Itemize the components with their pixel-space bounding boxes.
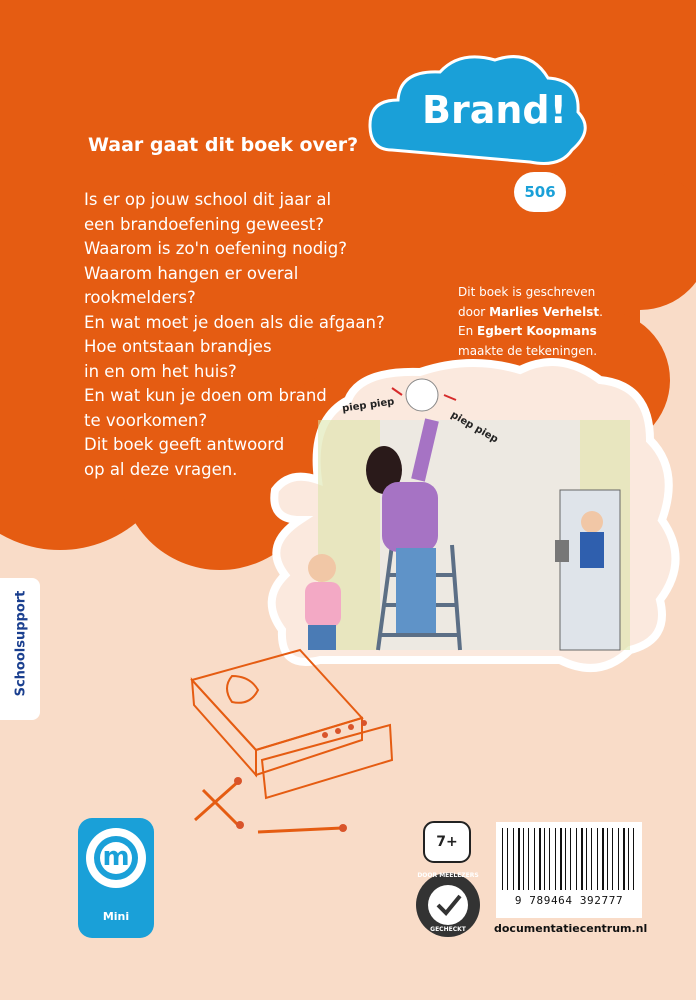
barcode-bar [544,828,545,890]
barcode-bar [623,828,625,890]
credits-line: Dit boek is geschreven [458,285,596,299]
summary-line: rookmelders? [84,288,196,307]
summary-line: En wat kun je doen om brand [84,386,327,405]
summary-heading: Waar gaat dit boek over? [88,134,359,156]
credits-line: door Marlies Verhelst. [458,304,603,319]
barcode-bars [496,822,642,894]
barcode-bar [539,828,541,890]
summary-line: een brandoefening geweest? [84,214,324,234]
barcode-bar [607,828,608,890]
barcode-bar [513,828,514,890]
summary-line: Waarom hangen er overal [84,263,299,283]
barcode-bar [591,828,592,890]
illustrator-name: Egbert Koopmans [477,324,597,338]
barcode-bar [597,828,598,890]
barcode-bar [555,828,556,890]
barcode-bar [523,828,524,890]
isbn-number: 9 789464 392777 [514,894,624,907]
summary-line: Is er op jouw school dit jaar al [84,190,332,209]
barcode-bar [560,828,562,890]
summary-line: Hoe ontstaan brandjes [84,337,272,356]
barcode-bar [534,828,535,890]
matchbox [192,650,392,832]
series-level-label: Mini [102,910,130,923]
barcode-bar [576,828,577,890]
sound-effect-left: piep piep [341,396,396,415]
barcode-bar [565,828,566,890]
barcode-bar [518,828,520,890]
website-label: documentatiecentrum.nl [494,922,648,935]
barcode-bar [633,828,634,890]
book-title: Brand! [422,88,567,132]
credits [458,283,688,361]
seal-bottom-text: GECHECKT [430,926,466,933]
publisher-name: Schoolsupport [13,590,29,697]
credits-line: maakte de tekeningen. [458,343,598,358]
age-rating: 7+ [436,834,458,850]
barcode-bar [628,828,629,890]
author-name: Marlies Verhelst [489,304,600,319]
barcode-bar [528,828,529,890]
barcode-bar [570,828,571,890]
barcode-bar [549,828,550,890]
summary-text [84,188,414,482]
summary-line: in en om het huis? [84,361,237,381]
summary-line: En wat moet je doen als die afgaan? [84,312,385,332]
sound-effect-right: piep piep [448,409,500,446]
summary-line: Dit boek geeft antwoord [84,435,285,454]
summary-line: te voorkomen? [84,410,208,430]
barcode-bar [618,828,619,890]
seal-top-text: DOOR MEELEZERS [417,872,479,879]
barcode-bar [507,828,508,890]
barcode-bar [502,828,503,890]
barcode-bar [602,828,604,890]
series-logo-letter: m [102,842,130,872]
barcode-bar [612,828,613,890]
summary-line: Waarom is zo'n oefening nodig? [84,239,348,258]
credits-line: En Egbert Koopmans [458,324,597,338]
summary-line: op al deze vragen. [84,459,238,479]
barcode-bar [581,828,583,890]
book-number-badge: 506 [514,172,566,212]
barcode-bar [586,828,587,890]
